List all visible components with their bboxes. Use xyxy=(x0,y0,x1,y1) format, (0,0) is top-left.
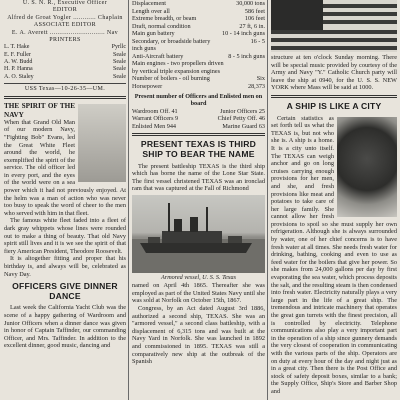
complement-label: Marine Guard xyxy=(222,122,258,130)
spec-row xyxy=(132,0,265,8)
photo-caption: Armored vessel, U. S. S. Texas xyxy=(161,273,236,281)
spec-value: 10 - 14 inch guns xyxy=(222,30,265,37)
spec-row xyxy=(132,8,265,16)
article-paragraph: It is altogether fitting and proper that his birthday is, and always will be, celebrated as Navy Day. xyxy=(4,255,126,278)
spec-value: 30,000 tons xyxy=(236,0,265,7)
complement-value: 9 xyxy=(175,115,179,123)
spec-row xyxy=(132,75,265,83)
complement-row xyxy=(132,115,265,123)
ship-photo xyxy=(132,195,265,273)
spec-row xyxy=(132,83,265,91)
ship-specifications xyxy=(132,0,265,130)
spec-label: Displacement xyxy=(132,0,167,7)
article-headline: OFFICERS GIVE DINNER DANCE xyxy=(12,281,118,301)
article-paragraph: The famous white fleet faded into a fleet of dark gray whippets whose lines were rounded out to make a thing of beauty. That old Navy spirit still lives and it is we see the spirit of that fiery American President, Theodore Roosevelt. xyxy=(4,217,126,255)
spec-row xyxy=(132,23,265,31)
complement-label: Warrant Officers xyxy=(132,115,174,123)
article-paragraph: Congress, by an Act dated August 3rd 1886, authorized a second ship, TEXAS. She was an "armored vessel," a second class battleship, with a displacement of 6,315 tons and was built at the Navy Yard in Norfolk. She was launched in 1892 and commissioned in 1895. TEXAS was still a comparatively new ship at the outbreak of the Spanish xyxy=(132,305,265,366)
column-divider xyxy=(128,0,129,400)
center-column xyxy=(132,0,265,366)
portrait-photo xyxy=(78,104,126,182)
masthead xyxy=(4,0,126,99)
spec-label: by vertical triple expansion engines xyxy=(132,67,220,75)
spec-label: Main engines - two propellers driven xyxy=(132,60,224,67)
article-headline: THE SPIRIT OF THE NAVY xyxy=(4,102,75,119)
printer-row xyxy=(4,52,126,59)
printer-name: H. P. Hanna xyxy=(4,66,33,73)
divider xyxy=(132,133,265,136)
complement-value: 63 xyxy=(258,122,265,130)
printer-rate: Seale xyxy=(113,66,126,73)
printer-name: A. O. Staley xyxy=(4,73,34,80)
complement-value: 41 xyxy=(171,107,178,115)
complement-value: 25 xyxy=(258,107,265,115)
complement-value: 46 xyxy=(258,115,265,123)
masthead-line: Alfred de Groat Yogler ............ Chaplain xyxy=(7,14,123,21)
spec-value: Six xyxy=(256,75,265,82)
spec-row xyxy=(132,60,265,68)
masthead-line: U. S. N. R., Executive Officer xyxy=(22,0,108,6)
divider xyxy=(4,96,126,99)
complement-title: Present number of Officers and Enlisted men on board xyxy=(134,93,263,108)
issue-line: USS Texas—10-26-35—UM. xyxy=(24,85,106,92)
printer-row xyxy=(4,59,126,66)
spirit-article xyxy=(4,102,126,278)
rose-photo xyxy=(337,117,397,217)
masthead-line: PRINTERS xyxy=(49,37,81,44)
flag-image xyxy=(271,0,397,52)
complement-label: Wardroom Off. xyxy=(132,107,170,115)
printer-name: E. F. Fuller xyxy=(4,51,31,58)
complement-row xyxy=(132,108,265,116)
spec-label: Main gun battery xyxy=(132,30,175,37)
article-paragraph: The present battleship TEXAS is the third ship which has borne the name of the Lone Star State. The first vessel christened TEXAS was an ironclad ram that was captured at the Fall of Richmond xyxy=(132,162,265,193)
spec-label: Horsepower xyxy=(132,82,163,90)
spec-value: 586 feet xyxy=(244,7,265,15)
printer-row xyxy=(4,66,126,73)
masthead-line: ASSOCIATE EDITOR xyxy=(33,22,97,29)
spec-value: 28,373 xyxy=(247,82,265,90)
spec-label: Anti-Aircraft battery xyxy=(132,52,184,60)
article-paragraph: Last week the California Yacht Club was the scene of a happy gathering of Wardroom and Junior Officers when a dinner dance was given in honor of Captain Taffinder, our commanding Officer, and Mrs. Taffinder. In addition to the excellent dinner, good music, dancing and xyxy=(4,304,126,350)
divider xyxy=(271,95,397,98)
spec-row xyxy=(132,38,265,46)
article-paragraph: named on April 4th 1865. Thereafter she was employed as part of the United States Navy until she was sold at Norfolk on October 15th, 1867. xyxy=(132,282,265,305)
spec-value: 106 feet xyxy=(244,15,265,22)
article-headline: PRESENT TEXAS IS THIRD SHIP TO BEAR THE NAME xyxy=(140,139,257,159)
printer-row xyxy=(4,74,126,81)
left-column xyxy=(4,0,126,350)
article-headline: A SHIP IS LIKE A CITY xyxy=(286,100,382,111)
spec-label: Number of boilers - oil burning xyxy=(132,75,210,82)
masthead-line: E. A. Averett ............................. Nav xyxy=(11,29,119,36)
complement-row xyxy=(132,123,265,131)
spec-label: Secondary, or broadside battery xyxy=(132,37,211,45)
complement-value: 944 xyxy=(166,122,176,130)
spec-label: Draft, normal condition xyxy=(132,22,191,30)
printer-rate: Seale xyxy=(113,59,126,66)
column-divider xyxy=(267,0,268,400)
complement-label: Enlisted Men xyxy=(132,122,166,130)
spec-value: 8 - 5 inch guns xyxy=(228,52,265,60)
spec-row xyxy=(132,68,265,76)
spec-value: 27 ft, 6 in. xyxy=(239,22,265,30)
spec-row xyxy=(132,45,265,53)
ship-silhouette xyxy=(132,195,265,273)
spec-label: inch guns xyxy=(132,45,156,52)
spec-label: Length over all xyxy=(132,7,170,15)
spec-row xyxy=(132,15,265,23)
complement-label: Chief Petty Off. xyxy=(217,115,258,123)
spec-row xyxy=(132,30,265,38)
spec-label: Extreme breadth, or beam xyxy=(132,15,197,22)
right-column xyxy=(271,0,397,396)
spec-row xyxy=(132,53,265,61)
spec-value: 16 - 5 xyxy=(250,37,265,45)
article-paragraph: Certain statistics as set forth tell us what the TEXAS is, but not who she is. A ship is a home. It is a city unto itself. The TEXAS can weigh anchor and go on long cruises carrying enough provisions for her men, and she, and fresh provisions like meat and potatoes to take care of her large family. She cannot allow her fresh provisions to spoil so she must supply her own refrigeration. Although she is always surrounded by water, one of her chief concerns is to have fresh water at all times. She needs fresh water for drinking, bathing, cooking and even to use as feed water for the boilers that give her power. So she makes from 24,000 gallons per day by first evaporating the sea water, which process deposits the salt, and the resulting steam is then condensed into fresh water. Electricity naturally plays a very large part in the life of a great ship. The tremendous and intricate machinery that operates the great gun turrets with the finest precision, all is controlled by electricity. Telephone communications also play a very important part in the operation of a ship since gunnery demands the very closest of cooperation in communicating with the various parts of the ship. Operators are on duty at every hour of the day and night just as in a great city. Then there is the Post Office and stock of safety deposit boxes, similar to a bank; the Supply Office, Ship's Store and Barber Shop and xyxy=(271,114,397,395)
masthead-line: EDITOR xyxy=(52,7,78,14)
divider xyxy=(4,83,126,84)
printer-name: A. W. Budd xyxy=(4,59,33,66)
printer-rate: Seale xyxy=(113,51,126,58)
flag-graphic xyxy=(271,0,397,52)
complement-label: Junior Officers xyxy=(220,107,258,115)
printer-rate: Pyrllc xyxy=(111,44,126,51)
printer-row xyxy=(4,44,126,51)
article-paragraph: structure at ten o'clock Sunday morning. There will be special music provided by courtesy of the Army and Navy "Y." Catholic Church party will leave the ship at 0940, for the U. S. S. NEW YORK where Mass will be said at 1000. xyxy=(271,54,397,92)
printer-rate: Seale xyxy=(113,73,126,80)
article-paragraph: When that Grand Old Man of our modern Navy, "Fighting Bob" Evans, led the Great White Fleet around the world, he exemplified the spirit of the service. The old officer led in every port, and the eyes of the world were on a sea power which it had not previously enjoyed. At the helm was a man of action who was never too busy to speak the word of cheer to the men who served with him in that fleet. xyxy=(4,118,126,217)
printer-name: L. T. Hake xyxy=(4,44,30,51)
